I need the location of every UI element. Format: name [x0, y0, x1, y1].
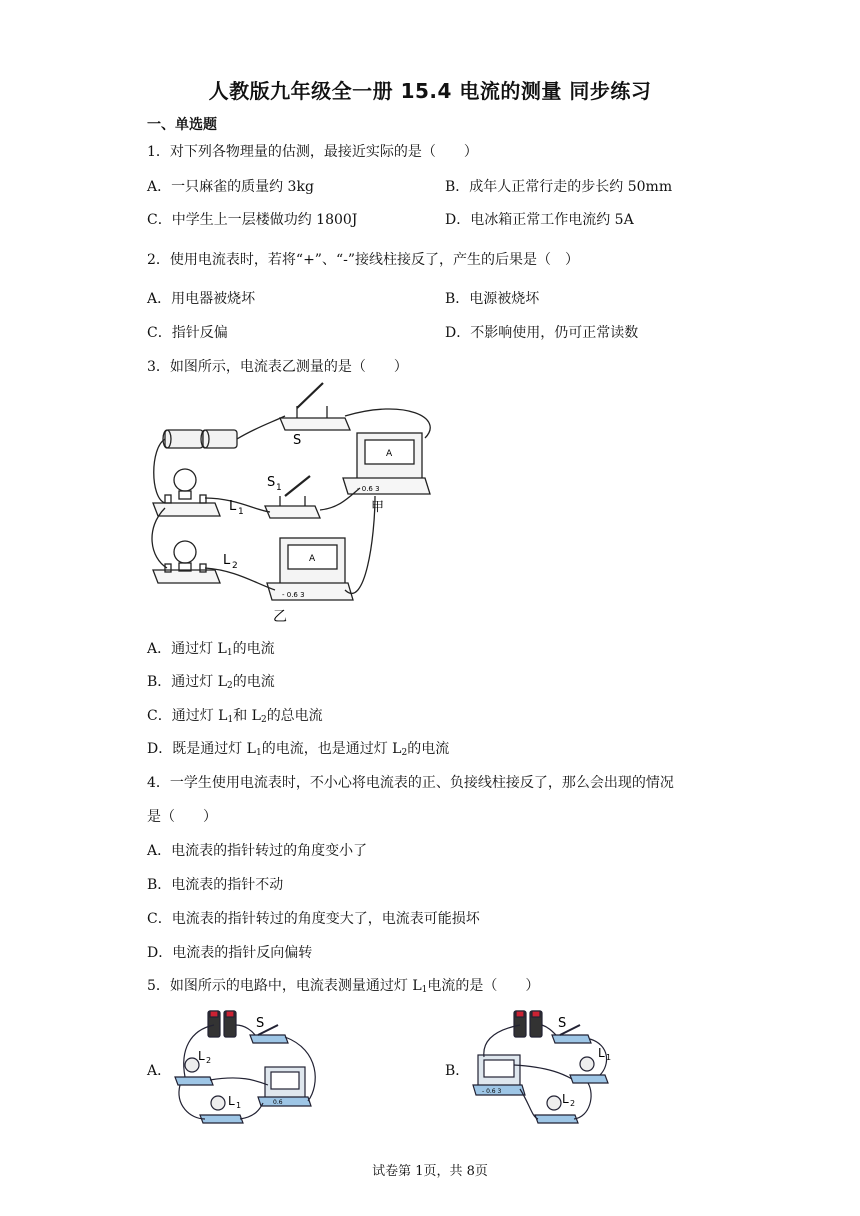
q5b-fig-label-s: S — [558, 1016, 567, 1031]
q3-option-d: D．既是通过灯 $L_1$的电流，也是通过灯 $L_2$的电流 — [147, 741, 450, 758]
q3-fig-scale-yi: - 0.6 3 — [282, 591, 305, 599]
q5b-fig-label-l1: L — [598, 1046, 605, 1060]
q5-option-b-label: B． — [445, 1063, 470, 1079]
q3-fig-label-l2-sub: 2 — [232, 561, 238, 571]
q5a-fig-scale: 0.6 — [273, 1099, 283, 1106]
q5a-fig-label-l1: L — [228, 1094, 235, 1108]
q4-stem-line2: 是（ ） — [147, 809, 217, 825]
q5a-fig-label-s: S — [256, 1016, 265, 1031]
q1-option-b: B．成年人正常行走的步长约 50mm — [445, 179, 673, 195]
q3-fig-label-s1: S — [267, 475, 276, 490]
q3-fig-label-l1-sub: 1 — [238, 507, 244, 517]
q1-stem: 1．对下列各物理量的估测，最接近实际的是（ ） — [147, 144, 478, 160]
q2-option-c: C．指针反偏 — [147, 325, 228, 341]
q5a-fig-label-l1-sub: 1 — [236, 1101, 242, 1110]
q3-option-b: B．通过灯 $L_2$的电流 — [147, 674, 275, 691]
section-heading: 一、单选题 — [147, 117, 217, 133]
q4-option-c: C．电流表的指针转过的角度变大了，电流表可能损坏 — [147, 911, 480, 927]
q4-option-b: B．电流表的指针不动 — [147, 877, 284, 893]
q3-fig-label-yi: 乙 — [273, 609, 287, 625]
q1-option-a: A．一只麻雀的质量约 3kg — [147, 179, 314, 195]
q2-option-d: D．不影响使用，仍可正常读数 — [445, 325, 639, 341]
q3-fig-label-l1: L — [229, 499, 237, 514]
q4-option-a: A．电流表的指针转过的角度变小了 — [147, 843, 368, 859]
q2-option-b: B．电源被烧坏 — [445, 291, 540, 307]
q5-circuit-a-figure — [170, 1005, 320, 1127]
q3-fig-meter-a-jia: A — [386, 449, 393, 459]
q3-stem: 3．如图所示，电流表乙测量的是（ ） — [147, 359, 408, 375]
q5a-fig-label-l2: L — [198, 1049, 205, 1063]
q2-option-a: A．用电器被烧坏 — [147, 291, 256, 307]
q5b-fig-label-l2: L — [562, 1092, 569, 1106]
q5-stem: 5．如图所示的电路中，电流表测量通过灯 $L_1$电流的是（ ） — [147, 978, 540, 995]
q5b-fig-label-l1-sub: 1 — [606, 1053, 612, 1062]
q4-stem-line1: 4．一学生使用电流表时，不小心将电流表的正、负接线柱接反了，那么会出现的情况 — [147, 775, 674, 791]
q3-option-c: C．通过灯 $L_1$和 $L_2$的总电流 — [147, 708, 323, 725]
q5b-fig-label-l2-sub: 2 — [570, 1099, 576, 1108]
q5b-fig-scale: - 0.6 3 — [482, 1088, 502, 1095]
q3-fig-label-s: S — [293, 433, 302, 448]
q4-option-d: D．电流表的指针反向偏转 — [147, 945, 313, 961]
q1-option-c: C．中学生上一层楼做功约 1800J — [147, 212, 358, 228]
q1-option-d: D．电冰箱正常工作电流约 5A — [445, 212, 634, 228]
page-footer: 试卷第 1页，共 8页 — [372, 1164, 488, 1179]
q3-option-a: A．通过灯 $L_1$的电流 — [147, 641, 275, 658]
q5a-fig-label-l2-sub: 2 — [206, 1056, 212, 1065]
q3-circuit-figure — [145, 378, 445, 626]
q3-fig-label-s1-sub: 1 — [276, 483, 282, 493]
page-title: 人教版九年级全一册 15.4 电流的测量 同步练习 — [208, 79, 652, 103]
q3-fig-meter-a-yi: A — [309, 554, 316, 564]
q3-fig-label-jia: 甲 — [371, 500, 385, 515]
q5-option-a-label: A． — [147, 1063, 172, 1079]
q2-stem: 2．使用电流表时，若将“+”、“-”接线柱接反了，产生的后果是（ ） — [147, 252, 579, 268]
q3-fig-scale-jia: - 0.6 3 — [357, 485, 380, 493]
q5-circuit-b-figure — [470, 1005, 620, 1127]
q3-fig-label-l2: L — [223, 553, 231, 568]
